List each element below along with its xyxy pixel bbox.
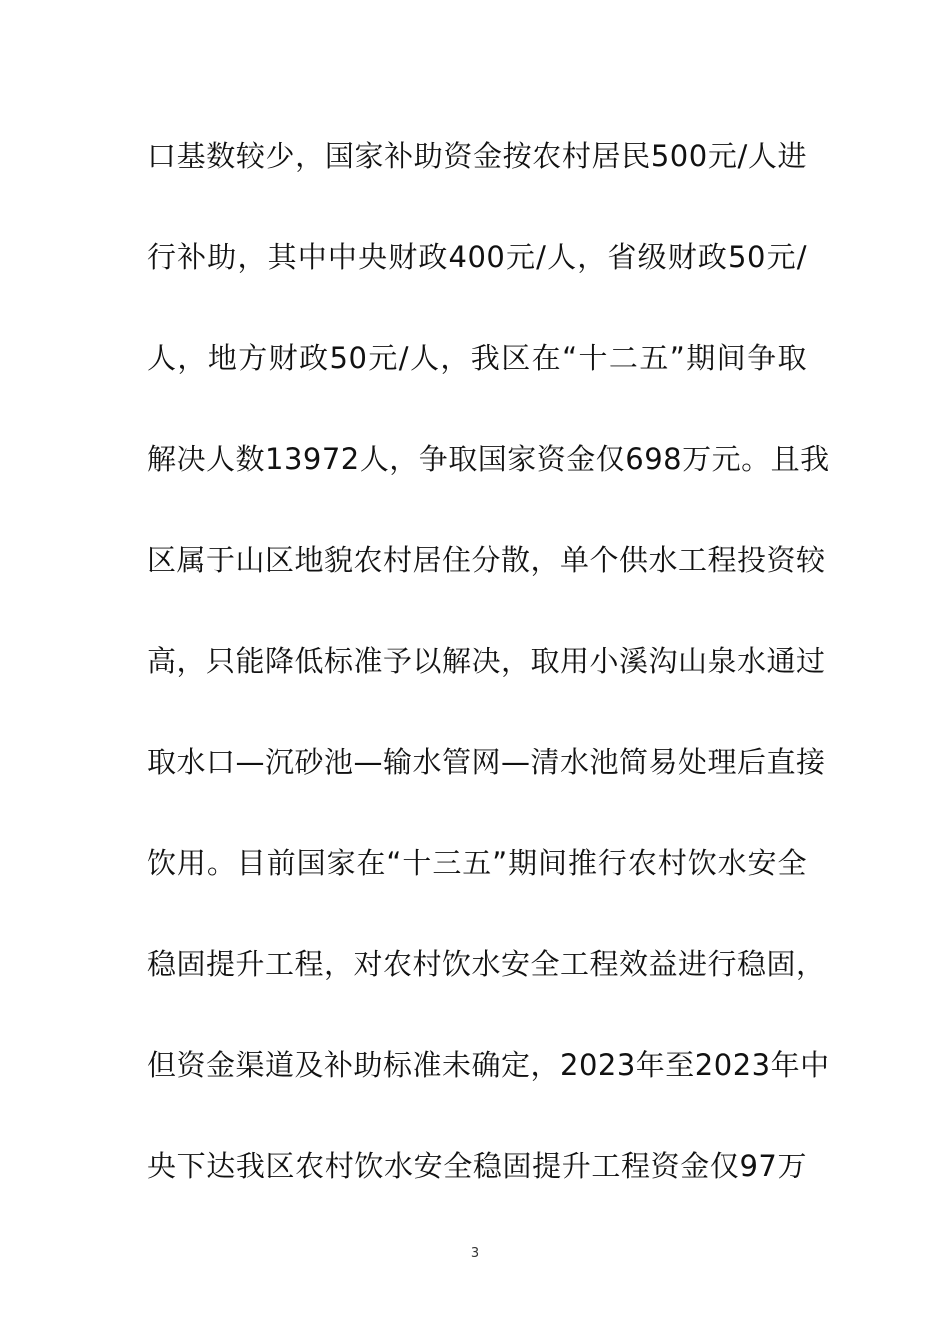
text-line: 但资金渠道及补助标准未确定，2023年至2023年中 <box>147 1048 830 1082</box>
text-line: 区属于山区地貌农村居住分散，单个供水工程投资较 <box>147 543 826 577</box>
text-line: 人，地方财政50元/人，我区在“十二五”期间争取 <box>147 341 807 375</box>
text-line: 稳固提升工程，对农村饮水安全工程效益进行稳固， <box>147 947 826 981</box>
text-line: 口基数较少，国家补助资金按农村居民500元/人进 <box>147 139 807 173</box>
text-line: 行补助，其中中央财政400元/人，省级财政50元/ <box>147 240 807 274</box>
text-line: 饮用。目前国家在“十三五”期间推行农村饮水安全 <box>147 846 807 880</box>
page-number: 3 <box>470 1246 480 1261</box>
body-text <box>147 128 830 1239</box>
text-line: 高，只能降低标准予以解决，取用小溪沟山泉水通过 <box>147 644 826 678</box>
text-line: 解决人数13972人，争取国家资金仅698万元。且我 <box>147 442 830 476</box>
text-line: 央下达我区农村饮水安全稳固提升工程资金仅97万 <box>147 1149 807 1183</box>
text-line: 取水口—沉砂池—输水管网—清水池简易处理后直接 <box>147 745 826 779</box>
